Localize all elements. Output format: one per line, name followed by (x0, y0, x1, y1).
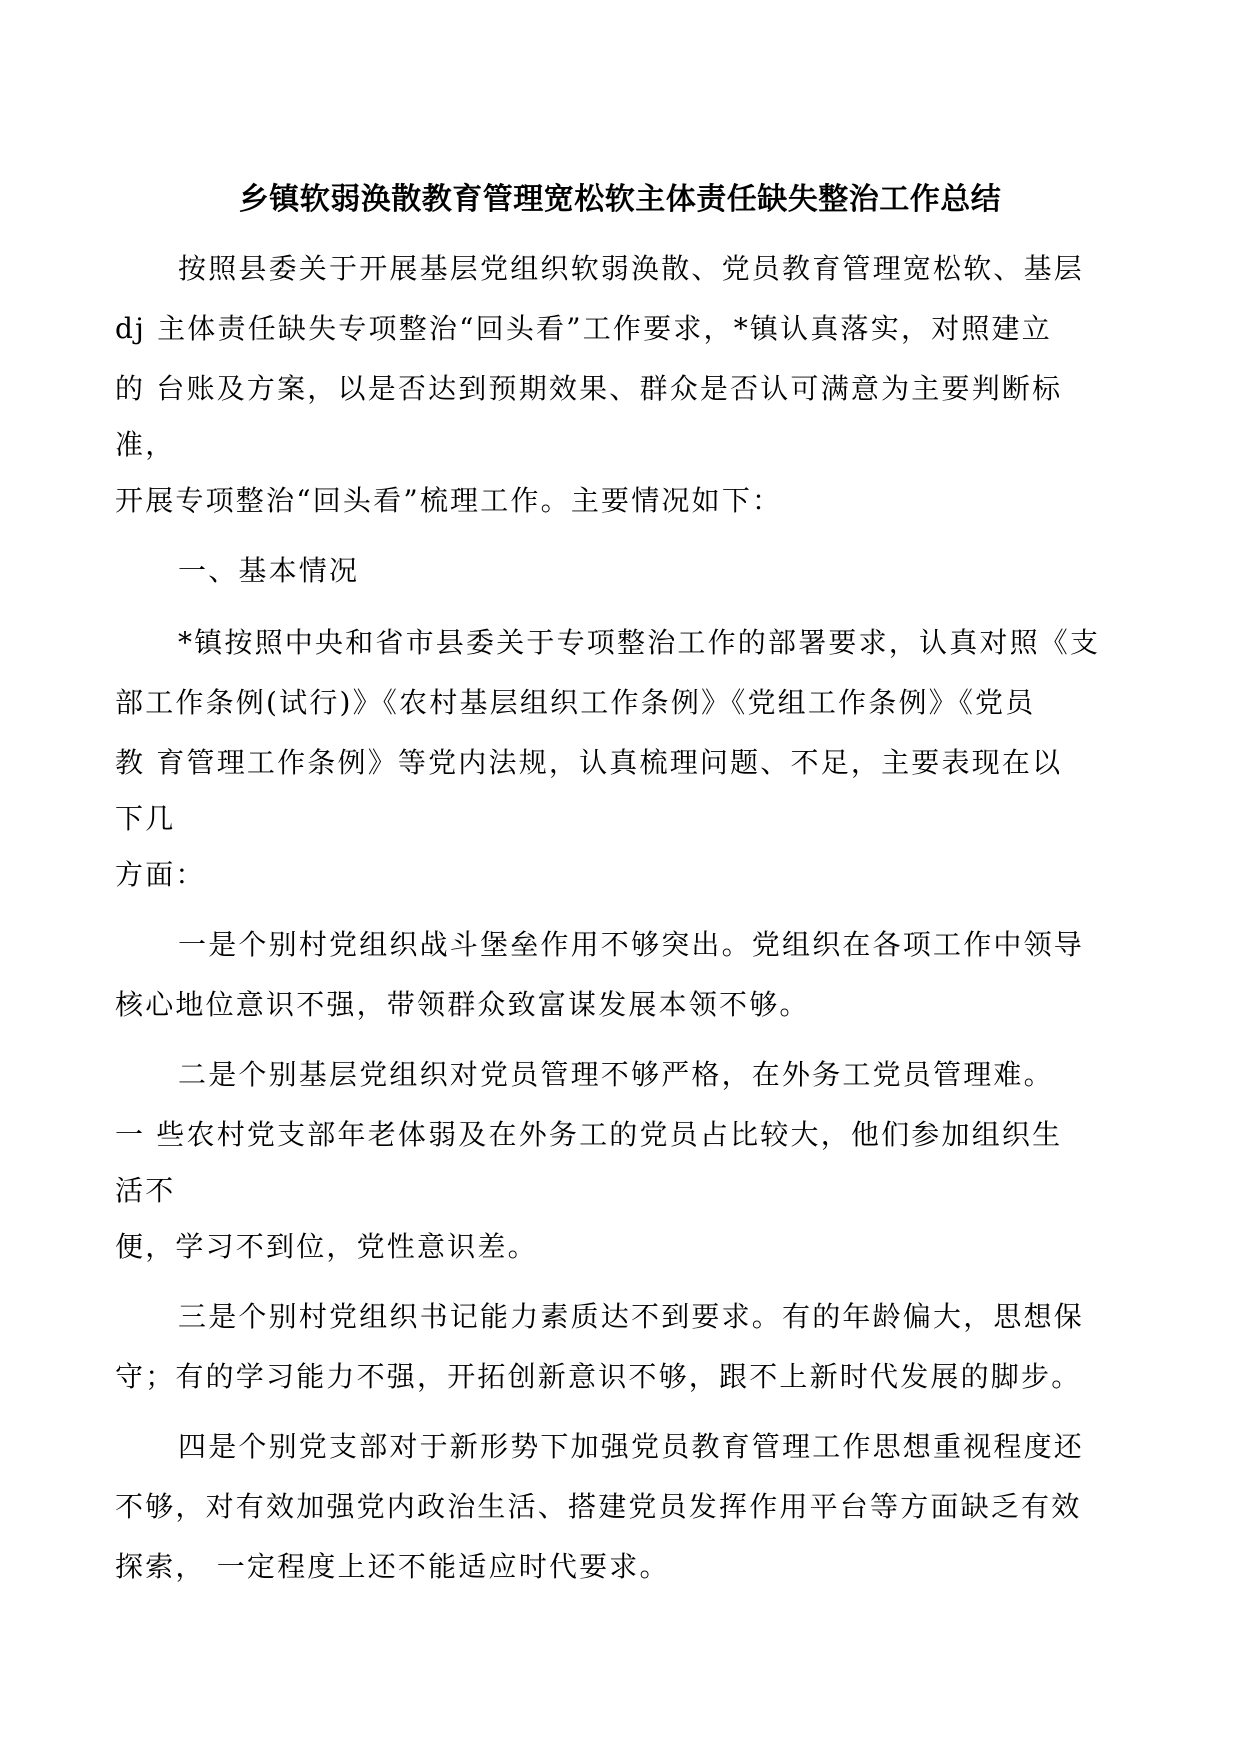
text-line: *镇按照中央和省市县委关于专项整治工作的部署要求，认真对照《支 (178, 626, 1101, 659)
text-line: 守；有的学习能力不强，开拓创新意识不够，跟不上新时代发展的脚步。 (115, 1360, 1082, 1393)
text-line: 准， (115, 428, 176, 461)
text-line: 的 台账及方案，以是否达到预期效果、群众是否认可满意为主要判断标 (115, 372, 1063, 405)
text-line: 便，学习不到位，党性意识差。 (115, 1230, 538, 1263)
text-line: 二是个别基层党组织对党员管理不够严格，在外务工党员管理难。 (178, 1058, 1054, 1091)
text-line: dj 主体责任缺失专项整治“回头看”工作要求，*镇认真落实，对照建立 (115, 312, 1052, 345)
text-line: 下几 (115, 802, 176, 835)
text-line: 三是个别村党组织书记能力素质达不到要求。有的年龄偏大，思想保 (178, 1300, 1085, 1333)
text-line: 教 育管理工作条例》等党内法规，认真梳理问题、不足，主要表现在以 (115, 746, 1063, 779)
text-line: 按照县委关于开展基层党组织软弱涣散、党员教育管理宽松软、基层 (178, 252, 1085, 285)
text-line: 不够，对有效加强党内政治生活、搭建党员发挥作用平台等方面缺乏有效 (115, 1490, 1082, 1523)
section-heading: 一、基本情况 (178, 554, 360, 587)
text-line: 活不 (115, 1174, 176, 1207)
text-line: 一 些农村党支部年老体弱及在外务工的党员占比较大，他们参加组织生 (115, 1118, 1063, 1151)
text-line: 开展专项整治“回头看”梳理工作。主要情况如下： (115, 484, 783, 517)
text-line: 方面： (115, 858, 206, 891)
text-line: 部工作条例(试行)》《农村基层组织工作条例》《党组工作条例》《党员 (115, 686, 1036, 719)
text-line: 一是个别村党组织战斗堡垒作用不够突出。党组织在各项工作中领导 (178, 928, 1085, 961)
text-line: 探索， 一定程度上还不能适应时代要求。 (115, 1550, 670, 1583)
text-line: 四是个别党支部对于新形势下加强党员教育管理工作思想重视程度还 (178, 1430, 1085, 1463)
text-line: 核心地位意识不强，带领群众致富谋发展本领不够。 (115, 988, 810, 1021)
document-title: 乡镇软弱涣散教育管理宽松软主体责任缺失整治工作总结 (238, 182, 1002, 217)
